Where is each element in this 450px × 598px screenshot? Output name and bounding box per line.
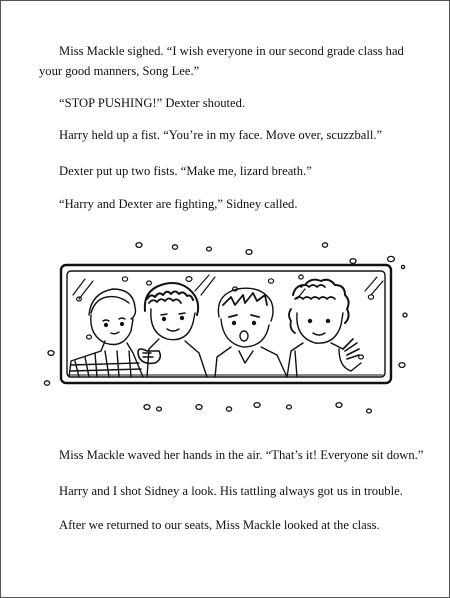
paragraph-line: Harry held up a fist. “You’re in my face. Move over, scuzzball.”	[59, 128, 383, 142]
kid-2-boy-curly	[138, 283, 207, 377]
paragraph-7	[1, 481, 449, 501]
illustration-drawing	[39, 239, 419, 421]
paragraph-3	[1, 125, 449, 145]
kid-3-boy-shouting	[215, 288, 287, 377]
paragraph-line: Harry and I shot Sidney a look. His tattling always got us in trouble.	[59, 484, 403, 498]
bus-window-illustration	[39, 239, 419, 421]
paragraph-4	[1, 161, 449, 181]
paragraph-line: Miss Mackle waved her hands in the air. “That’s it! Everyone sit down.”	[59, 448, 424, 462]
kid-1-boy-plaid	[69, 289, 143, 377]
paragraph-6	[1, 445, 449, 465]
snow-dots	[44, 243, 407, 413]
paragraph-line: “Harry and Dexter are fighting,” Sidney called.	[59, 197, 298, 211]
paragraph-line: Miss Mackle sighed. “I wish everyone in our second grade class had	[59, 44, 404, 58]
paragraph-line: your good manners, Song Lee.”	[39, 64, 200, 78]
paragraph-1	[1, 41, 449, 81]
paragraph-line: After we returned to our seats, Miss Mackle looked at the class.	[59, 518, 380, 532]
kid-4-girl-curly	[287, 280, 361, 377]
paragraph-2	[1, 93, 449, 113]
paragraph-5	[1, 194, 449, 214]
paragraph-line: “STOP PUSHING!” Dexter shouted.	[59, 96, 246, 110]
paragraph-line: Dexter put up two fists. “Make me, lizard breath.”	[59, 164, 312, 178]
paragraph-8	[1, 515, 449, 535]
